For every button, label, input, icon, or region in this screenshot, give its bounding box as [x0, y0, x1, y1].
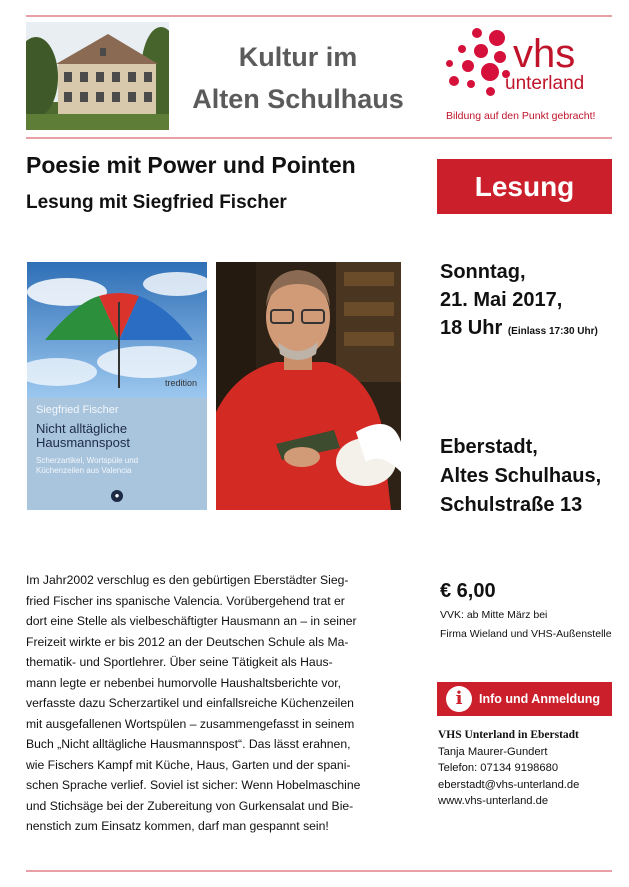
- schoolhouse-photo: [26, 22, 169, 130]
- logo-dot: [458, 45, 466, 53]
- logo-dot: [486, 87, 495, 96]
- description-line: schen Sprache verlief. Soviel ist sicher: Wenn Hobelmaschine: [26, 778, 361, 792]
- book-author: Siegfried Fischer: [36, 404, 119, 416]
- book-title-line2: Hausmannspost: [36, 435, 130, 450]
- location-line2: Altes Schulhaus,: [440, 465, 602, 487]
- presale-info: [440, 606, 612, 644]
- event-subtitle: Lesung mit Siegfried Fischer: [26, 192, 287, 213]
- book-subtitle: [36, 456, 204, 476]
- description-line: mann legte er nebenbei humorvolle Haushaltsberichte vor,: [26, 675, 342, 690]
- logo-subword: unterland: [505, 73, 585, 94]
- author-portrait-photo: [216, 262, 401, 510]
- publisher-mark-icon: ●: [111, 490, 123, 502]
- top-rule: [26, 15, 612, 17]
- description-line: Freizeit wirkte er bis 2012 an der Deutschen Schule als Ma-: [26, 634, 349, 649]
- contact-person: Tanja Maurer-Gundert: [438, 745, 548, 758]
- description-line: Im Jahr2002 verschlug es den gebürtigen Eberstädter Sieg-: [26, 573, 349, 587]
- header-title-line1: Kultur im: [238, 42, 358, 72]
- book-publisher: tredition: [164, 378, 197, 388]
- event-price: € 6,00: [440, 580, 496, 602]
- presale-line2: Firma Wieland und VHS-Außenstelle: [440, 628, 612, 640]
- description-line: und Stichsäge bei der Zubereitung von Gurkensalat und Bie-: [26, 798, 354, 813]
- info-button-label: Info und Anmeldung: [479, 692, 601, 706]
- book-title-line1: Nicht alltägliche: [36, 421, 128, 436]
- header-rule: [26, 137, 612, 139]
- logo-dot: [494, 51, 506, 63]
- description-line: verfasste dazu Scherzartikel und einfallsreiche Küchenzeilen: [26, 696, 354, 710]
- description-line: dort eine Stelle als vielbeschäftigter Hausmann an – in seiner: [26, 614, 357, 628]
- description-line: Buch „Nicht alltägliche Hausmannspost“. Das lässt erahnen,: [26, 737, 351, 751]
- book-subtitle-line1: Scherzartikel, Wortspüle und: [36, 456, 139, 465]
- event-date-line: 21. Mai 2017,: [440, 289, 563, 311]
- logo-dot: [472, 28, 482, 38]
- header-title-line2: Alten Schulhaus: [192, 84, 404, 114]
- logo-dot: [489, 30, 505, 46]
- contact-email-link[interactable]: eberstadt@vhs-unterland.de: [438, 778, 580, 791]
- header-title: [176, 36, 420, 120]
- logo-dot: [474, 44, 488, 58]
- event-description: [26, 570, 410, 837]
- event-admission: (Einlass 17:30 Uhr): [507, 326, 598, 337]
- info-registration-button[interactable]: [437, 682, 612, 716]
- description-line: mit ausgefallenen Wortspülen – zusammengefasst in seinem: [26, 716, 355, 731]
- logo-dot: [481, 63, 499, 81]
- location-line1: Eberstadt,: [440, 436, 538, 458]
- logo-slogan: Bildung auf den Punkt gebracht!: [446, 110, 596, 122]
- logo-word: vhs: [513, 32, 576, 76]
- presale-line1: VVK: ab Mitte März bei: [440, 609, 548, 621]
- event-title: Poesie mit Power und Pointen: [26, 152, 356, 178]
- book-title: [36, 422, 204, 450]
- logo-dot: [449, 76, 459, 86]
- event-time-line: [440, 314, 598, 346]
- event-location: [440, 433, 601, 520]
- contact-phone: Telefon: 07134 9198680: [438, 762, 559, 774]
- description-line: thematik- und Sportlehrer. Über seine Tätigkeit als Haus-: [26, 655, 333, 669]
- contact-block: [438, 727, 579, 810]
- logo-dot: [446, 60, 453, 67]
- logo-dot: [462, 60, 474, 72]
- event-weekday: Sonntag,: [440, 261, 526, 283]
- location-line3: Schulstraße 13: [440, 494, 583, 516]
- logo-dot: [467, 80, 475, 88]
- info-icon: i: [446, 686, 472, 712]
- contact-org: VHS Unterland in Eberstadt: [438, 729, 579, 741]
- description-line: nenstich zum Einsatz kommen, darf man gespannt sein!: [26, 819, 329, 833]
- book-subtitle-line2: Küchenzeilen aus Valencia: [36, 466, 132, 475]
- description-line: fried Fischer ins spanische Valencia. Vorübergehend trat er: [26, 593, 345, 608]
- event-date: [440, 258, 598, 346]
- bottom-rule: [26, 870, 612, 872]
- contact-web-link[interactable]: www.vhs-unterland.de: [438, 795, 549, 807]
- event-type-badge: Lesung: [437, 159, 612, 214]
- book-cover: [27, 262, 207, 510]
- description-line: wie Fischers Kampf mit Küche, Haus, Garten und der spani-: [26, 757, 351, 772]
- event-time: 18 Uhr: [440, 317, 503, 339]
